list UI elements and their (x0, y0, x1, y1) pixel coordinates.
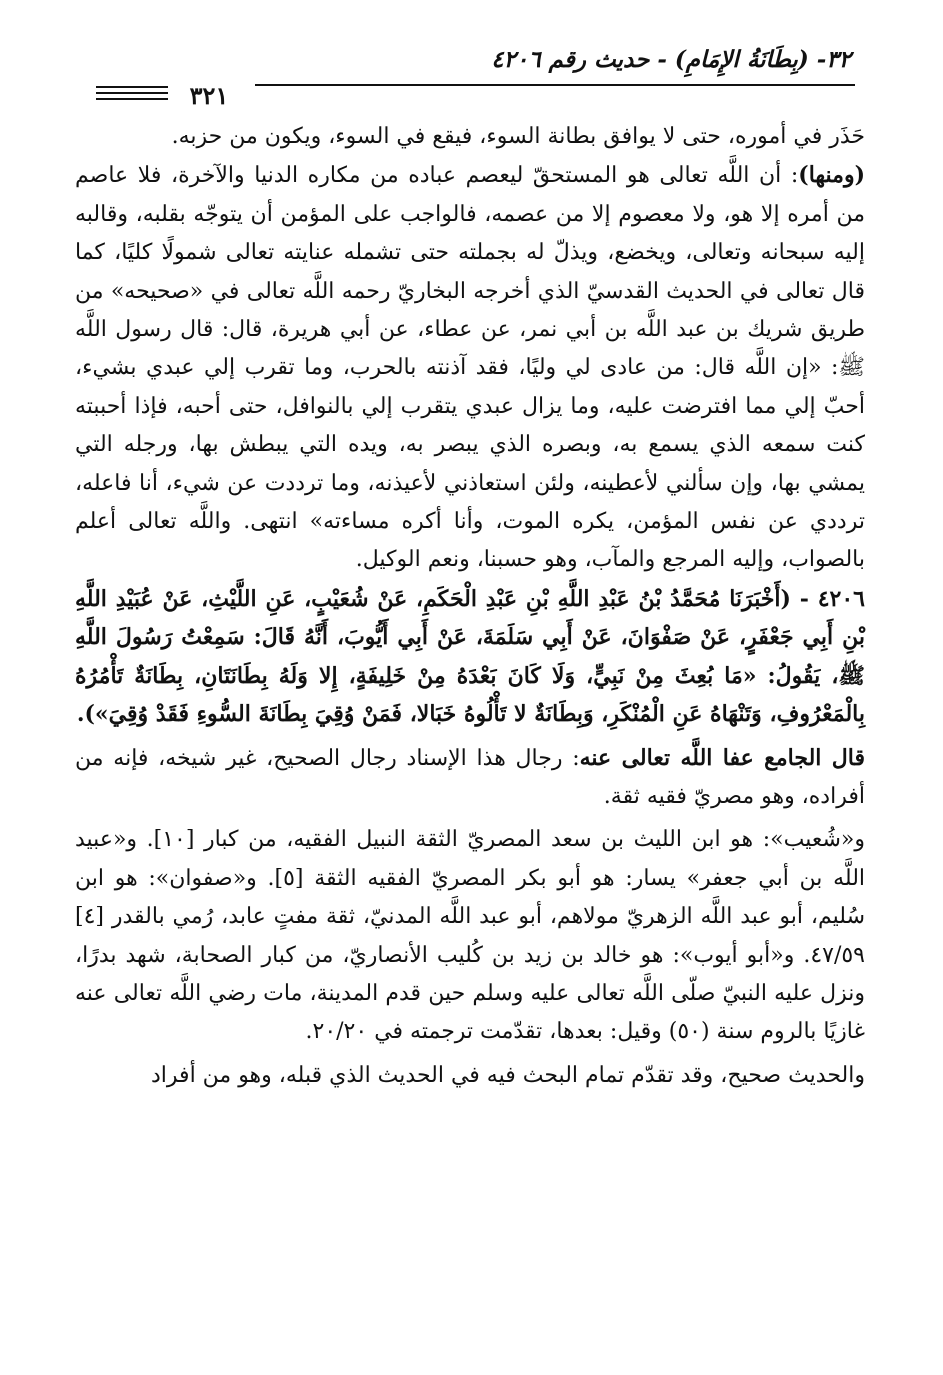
header-separator: - (657, 46, 667, 73)
paragraph-lead: (ومنها) (798, 162, 865, 189)
paragraph-lead: قال الجامع عفا اللَّه تعالى عنه (579, 744, 866, 771)
paragraph (75, 739, 865, 817)
hadith-number: ٤٢٠٦ (817, 585, 865, 612)
body-text (75, 118, 865, 1095)
page-number: ٣٢١ (189, 81, 229, 110)
paragraph: و«شُعيب»: هو ابن الليث بن سعد المصريّ الثقة النبيل الفقيه، من كبار [١٠]. و«عبيد اللَّه بن أبي جعفر» يسار: هو أبو بكر المصريّ الفقيه الثقة [٥]. و«صفوان»: هو ابن سُليم، أبو عبد اللَّه الزهريّ مولاهم، أبو عبد اللَّه المدنيّ، ثقة مفتٍ عابد، رُمي بالقدر [٤] ٤٧/٥٩. و«أبو أيوب»: هو خالد بن زيد بن كُليب الأنصاريّ، من كبار الصحابة، شهد بدرًا، ونزل عليه النبيّ صلّى اللَّه تعالى عليه وسلم حين قدم المدينة، مات رضي اللَّه تعالى عنه غازيًا بالروم سنة (٥٠) وقيل: بعدها، تقدّمت ترجمته في ٢٠/٢٠. (75, 827, 866, 1045)
paragraph: والحديث صحيح، وقد تقدّم تمام البحث فيه في الحديث الذي قبله، وهو من أفراد (151, 1062, 865, 1088)
hadith-label: حديث رقم ٤٢٠٦ (491, 46, 650, 73)
chapter-title: ٣٢- (بِطَانَةُ الإِمَامِ) (674, 46, 851, 73)
running-head (491, 46, 851, 73)
hadith-content: - (أَخْبَرَنَا مُحَمَّدُ بْنُ عَبْدِ اللَّهِ بْنِ عَبْدِ الْحَكَمِ، عَنْ شُعَيْبٍ، عَنِ اللَّيْثِ، عَنْ عُبَيْدِ اللَّهِ بْنِ أَبِي جَعْفَرٍ، عَنْ صَفْوَانَ، عَنْ أَبِي سَلَمَةَ، عَنْ أَبِي أَيُّوبَ، أَنَّهُ قَالَ: سَمِعْتُ رَسُولَ اللَّهِ ﷺ، يَقُولُ: «مَا بُعِثَ مِنْ نَبِيٍّ، وَلَا كَانَ بَعْدَهُ مِنْ خَلِيفَةٍ، إِلا وَلَهُ بِطَانَتَانِ، بِطَانَةٌ تَأْمُرُهُ بِالْمَعْرُوفِ، وَتَنْهَاهُ عَنِ الْمُنْكَرِ، وَبِطَانَةٌ لا تَأْلُوهُ خَبَالا، فَمَنْ وُقِيَ بِطَانَةَ السُّوءِ فَقَدْ وُقِيَ»). (75, 585, 865, 728)
paragraph: حَذَر في أموره، حتى لا يوافق بطانة السوء، فيقع في السوء، ويكون من حزبه. (171, 124, 865, 149)
ornament-rule (96, 98, 168, 100)
ornament-rule (96, 86, 168, 88)
paragraph (75, 156, 865, 579)
paragraph-text: : رجال هذا الإسناد رجال الصحيح، غير شيخه، فإنه من أفراده، وهو مصريّ فقيه ثقة. (75, 745, 865, 809)
paragraph-text: : أن اللَّه تعالى هو المستحقّ ليعصم عباده من مكاره الدنيا والآخرة، فلا عاصم من أمره إلا هو، ولا معصوم إلا من عصمه، فالواجب على المؤمن أن يتوجّه بقلبه، وقالبه إليه سبحانه وتعالى، ويخضع، ويذلّ له بجملته حتى تشمله عنايته تعالى شمولًا كليًا، كما قال تعالى في الحديث القدسيّ الذي أخرجه البخاريّ رحمه اللَّه تعالى في «صحيحه» من طريق شريك بن عبد اللَّه بن أبي نمر، عن عطاء، عن أبي هريرة، قال: قال رسول اللَّه ﷺ: «إن اللَّه قال: من عادى لي وليًا، فقد آذنته بالحرب، وما تقرب إلي عبدي بشيء، أحبّ إلي مما افترضت عليه، وما يزال عبدي يتقرب إلي بالنوافل، حتى أحبه، فإذا أحببته كنت سمعه الذي يسمع به، وبصره الذي يبصر به، ويده التي يبطش بها، ورجله التي يمشي بها، وإن سألني لأعطينه، ولئن استعاذني لأعيذنه، وما ترددت عن شيء، أنا فاعله، ترددي عن نفس المؤمن، يكره الموت، وأنا أكره مساءته» انتهى. واللَّه تعالى أعلم بالصواب، وإليه المرجع والمآب، وهو حسبنا، ونعم الوكيل. (75, 163, 865, 573)
header-rule (255, 84, 855, 86)
hadith-text (75, 580, 865, 734)
ornament-rule (96, 92, 168, 94)
